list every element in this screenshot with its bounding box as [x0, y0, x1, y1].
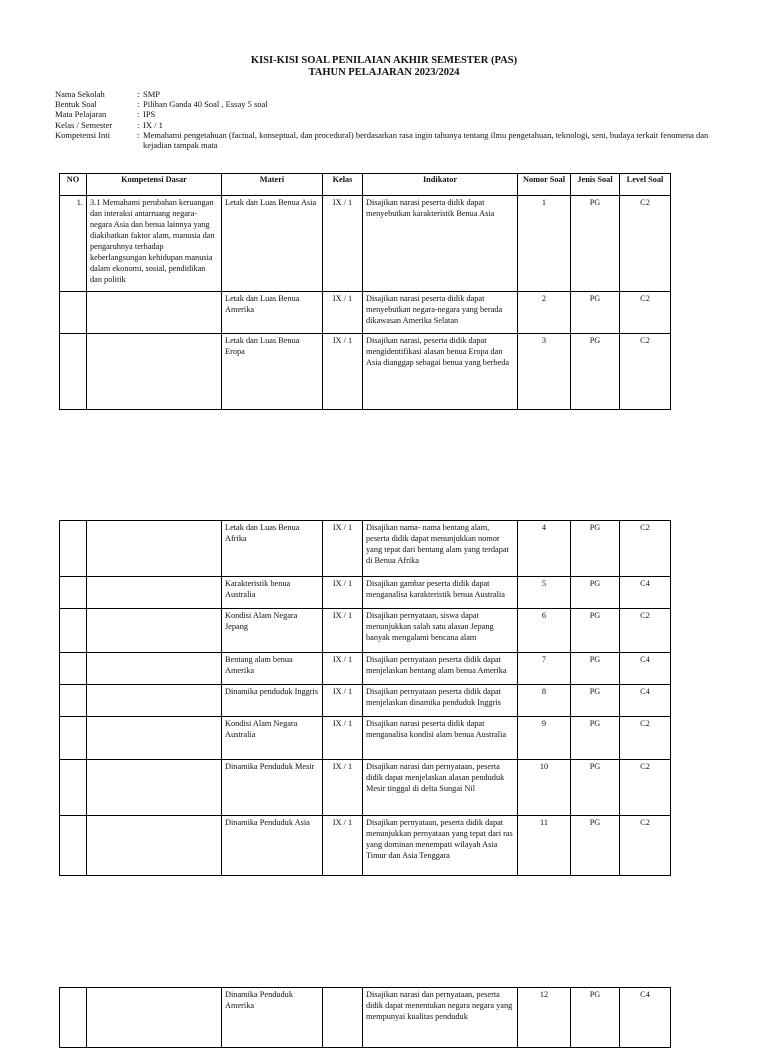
- cell-indikator: Disajikan pernyataan peserta didik dapat menjelaskan dinamika penduduk Inggris: [363, 685, 518, 717]
- cell-jenis-soal: PG: [571, 334, 620, 410]
- meta-value: IPS: [143, 109, 156, 120]
- cell-materi: Karakteristik benua Australia: [222, 577, 323, 609]
- cell-no: [60, 760, 87, 816]
- cell-jenis-soal: PG: [571, 609, 620, 653]
- table-row: [60, 988, 671, 1048]
- header-kompetensi-dasar: Kompetensi Dasar: [87, 174, 222, 196]
- cell-kompetensi-dasar: [87, 988, 222, 1048]
- header-jenis-soal: Jenis Soal: [571, 174, 620, 196]
- table-row: [60, 521, 671, 577]
- cell-kelas: IX / 1: [323, 521, 363, 577]
- cell-level-soal: C2: [620, 609, 671, 653]
- cell-indikator: Disajikan narasi peserta didik dapat menganalisa kondisi alam benua Australia: [363, 717, 518, 760]
- meta-colon: :: [137, 99, 140, 110]
- table-row: [60, 717, 671, 760]
- grid-table-part-3: [59, 987, 671, 1048]
- meta-row-school: [55, 89, 715, 99]
- header-no: NO: [60, 174, 87, 196]
- cell-nomor-soal: 4: [518, 521, 571, 577]
- cell-indikator: Disajikan narasi peserta didik dapat menyebutkan negara-negara yang berada dikawasan Amerika Selatan: [363, 292, 518, 334]
- cell-no: [60, 521, 87, 577]
- cell-jenis-soal: PG: [571, 816, 620, 876]
- cell-materi: Kondisi Alam Negara Jepang: [222, 609, 323, 653]
- cell-level-soal: C2: [620, 760, 671, 816]
- cell-no: [60, 988, 87, 1048]
- cell-kompetensi-dasar: [87, 816, 222, 876]
- header-indikator: Indikator: [363, 174, 518, 196]
- meta-label: Mata Pelajaran: [55, 109, 107, 120]
- cell-kelas: IX / 1: [323, 816, 363, 876]
- cell-materi: Letak dan Luas Benua Asia: [222, 196, 323, 292]
- table-row: [60, 334, 671, 410]
- cell-level-soal: C2: [620, 717, 671, 760]
- cell-nomor-soal: 5: [518, 577, 571, 609]
- cell-no: [60, 577, 87, 609]
- cell-level-soal: C2: [620, 521, 671, 577]
- cell-kompetensi-dasar: [87, 653, 222, 685]
- meta-colon: :: [137, 129, 140, 140]
- cell-indikator: Disajikan narasi dan pernyataan, peserta didik dapat menentukan negara negara yang mempunyai kualitas penduduk: [363, 988, 518, 1048]
- grid-table-part-2: [59, 520, 671, 876]
- meta-label: Kompetensi Inti: [55, 129, 111, 140]
- cell-kompetensi-dasar: [87, 334, 222, 410]
- meta-row-question-form: [55, 99, 715, 109]
- cell-kelas: IX / 1: [323, 577, 363, 609]
- cell-level-soal: C4: [620, 577, 671, 609]
- cell-kelas: IX / 1: [323, 196, 363, 292]
- meta-row-class-semester: [55, 120, 715, 130]
- cell-nomor-soal: 9: [518, 717, 571, 760]
- cell-indikator: Disajikan gambar peserta didik dapat menganalisa karakteristik benua Australia: [363, 577, 518, 609]
- meta-colon: :: [137, 109, 140, 120]
- cell-level-soal: C2: [620, 292, 671, 334]
- header-nomor-soal: Nomor Soal: [518, 174, 571, 196]
- cell-materi: Dinamika Penduduk Amerika: [222, 988, 323, 1048]
- cell-level-soal: C2: [620, 196, 671, 292]
- cell-indikator: Disajikan pernyataan, peserta didik dapat menunjukkan pernyataan yang tepat dari ras yang dominan menempati wilayah Asia Timur dan Asia Tenggara: [363, 816, 518, 876]
- cell-no: [60, 609, 87, 653]
- cell-kompetensi-dasar: [87, 609, 222, 653]
- cell-kelas: IX / 1: [323, 292, 363, 334]
- cell-materi: Kondisi Alam Negara Australia: [222, 717, 323, 760]
- cell-indikator: Disajikan narasi dan pernyataan, peserta didik dapat menjelaskan alasan penduduk Mesir tinggal di delta Sungai Nil: [363, 760, 518, 816]
- cell-materi: Letak dan Luas Benua Afrika: [222, 521, 323, 577]
- cell-indikator: Disajikan pernyataan peserta didik dapat menjelaskan bentang alam benua Amerika: [363, 653, 518, 685]
- cell-nomor-soal: 11: [518, 816, 571, 876]
- cell-nomor-soal: 3: [518, 334, 571, 410]
- cell-indikator: Disajikan pernyataan, siswa dapat menunjukkan salah satu alasan Jepang banyak mengalami bencana alam: [363, 609, 518, 653]
- cell-nomor-soal: 1: [518, 196, 571, 292]
- cell-kelas: IX / 1: [323, 760, 363, 816]
- cell-indikator: Disajikan nama- nama bentang alam, peserta didik dapat menunjukkan nomor yang tepat dari bentang alam yang terdapat di Benua Afrika: [363, 521, 518, 577]
- cell-nomor-soal: 7: [518, 653, 571, 685]
- grid-table-part-1: [59, 173, 671, 410]
- cell-nomor-soal: 12: [518, 988, 571, 1048]
- meta-value: Pilihan Ganda 40 Soal , Essay 5 soal: [143, 99, 268, 110]
- cell-jenis-soal: PG: [571, 577, 620, 609]
- cell-kompetensi-dasar: [87, 760, 222, 816]
- cell-kompetensi-dasar: [87, 717, 222, 760]
- cell-kelas: IX / 1: [323, 685, 363, 717]
- cell-nomor-soal: 10: [518, 760, 571, 816]
- cell-level-soal: C2: [620, 816, 671, 876]
- cell-kelas: IX / 1: [323, 334, 363, 410]
- header-kelas: Kelas: [323, 174, 363, 196]
- cell-jenis-soal: PG: [571, 760, 620, 816]
- cell-indikator: Disajikan narasi, peserta didik dapat mengidentifikasi alasan benua Eropa dan Asia dianggap sebagai benua yang berbeda: [363, 334, 518, 410]
- cell-kelas: IX / 1: [323, 653, 363, 685]
- cell-kompetensi-dasar: [87, 292, 222, 334]
- cell-no: [60, 292, 87, 334]
- document-title: KISI-KISI SOAL PENILAIAN AKHIR SEMESTER (PAS): [250, 55, 518, 66]
- cell-no: [60, 717, 87, 760]
- cell-kompetensi-dasar: [87, 685, 222, 717]
- meta-row-subject: [55, 109, 715, 119]
- cell-kompetensi-dasar: [87, 521, 222, 577]
- table-header-row: [60, 174, 671, 196]
- cell-kompetensi-dasar: 3.1 Memahami perubahan keruangan dan interaksi antarruang negara-negara Asia dan benua lainnya yang diakibatkan faktor alam, manusia dan pengaruhnya terhadap keberlangsungan kehidupan manusia dalam ekonomi, sosial, pendidikan dan politik: [87, 196, 222, 292]
- table-row: [60, 685, 671, 717]
- cell-level-soal: C4: [620, 653, 671, 685]
- header-materi: Materi: [222, 174, 323, 196]
- cell-no: [60, 685, 87, 717]
- cell-jenis-soal: PG: [571, 292, 620, 334]
- cell-jenis-soal: PG: [571, 521, 620, 577]
- cell-kelas: IX / 1: [323, 609, 363, 653]
- cell-no: [60, 816, 87, 876]
- cell-nomor-soal: 2: [518, 292, 571, 334]
- cell-no: [60, 334, 87, 410]
- meta-value: SMP: [143, 89, 161, 99]
- meta-colon: :: [137, 119, 140, 130]
- cell-no: 1.: [60, 196, 87, 292]
- identity-block: [55, 89, 715, 150]
- meta-colon: :: [137, 89, 140, 99]
- cell-materi: Dinamika Penduduk Mesir: [222, 760, 323, 816]
- cell-nomor-soal: 6: [518, 609, 571, 653]
- meta-value: Memahami pengetahuan (factual, konseptual, dan procedural) berdasarkan rasa ingin tahunya tentang ilmu pengetahuan, teknologi, seni, budaya terkait fenomena dan kejadian tampak mata: [143, 129, 709, 151]
- table-row: [60, 816, 671, 876]
- table-row: [60, 609, 671, 653]
- cell-kelas: [323, 988, 363, 1048]
- cell-jenis-soal: PG: [571, 653, 620, 685]
- cell-materi: Bentang alam benua Amerika: [222, 653, 323, 685]
- cell-indikator: Disajikan narasi peserta didik dapat menyebutkan karakteristik Benua Asia: [363, 196, 518, 292]
- cell-materi: Dinamika Penduduk Asia: [222, 816, 323, 876]
- cell-nomor-soal: 8: [518, 685, 571, 717]
- cell-kompetensi-dasar: [87, 577, 222, 609]
- table-row: [60, 653, 671, 685]
- cell-kelas: IX / 1: [323, 717, 363, 760]
- cell-materi: Letak dan Luas Benua Eropa: [222, 334, 323, 410]
- header-level-soal: Level Soal: [620, 174, 671, 196]
- cell-materi: Dinamika penduduk Inggris: [222, 685, 323, 717]
- meta-label: Nama Sekolah: [55, 89, 105, 99]
- meta-value: IX / 1: [143, 119, 163, 130]
- table-row: [60, 292, 671, 334]
- table-row: [60, 196, 671, 292]
- cell-level-soal: C4: [620, 988, 671, 1048]
- cell-jenis-soal: PG: [571, 685, 620, 717]
- table-row: [60, 577, 671, 609]
- cell-materi: Letak dan Luas Benua Amerika: [222, 292, 323, 334]
- meta-row-core-competence: [55, 130, 715, 150]
- cell-jenis-soal: PG: [571, 196, 620, 292]
- table-row: [60, 760, 671, 816]
- meta-label: Bentuk Soal: [55, 99, 97, 110]
- cell-jenis-soal: PG: [571, 717, 620, 760]
- cell-jenis-soal: PG: [571, 988, 620, 1048]
- cell-level-soal: C2: [620, 334, 671, 410]
- meta-label: Kelas / Semester: [55, 119, 113, 130]
- document-subtitle: TAHUN PELAJARAN 2023/2024: [308, 67, 460, 78]
- cell-level-soal: C4: [620, 685, 671, 717]
- cell-no: [60, 653, 87, 685]
